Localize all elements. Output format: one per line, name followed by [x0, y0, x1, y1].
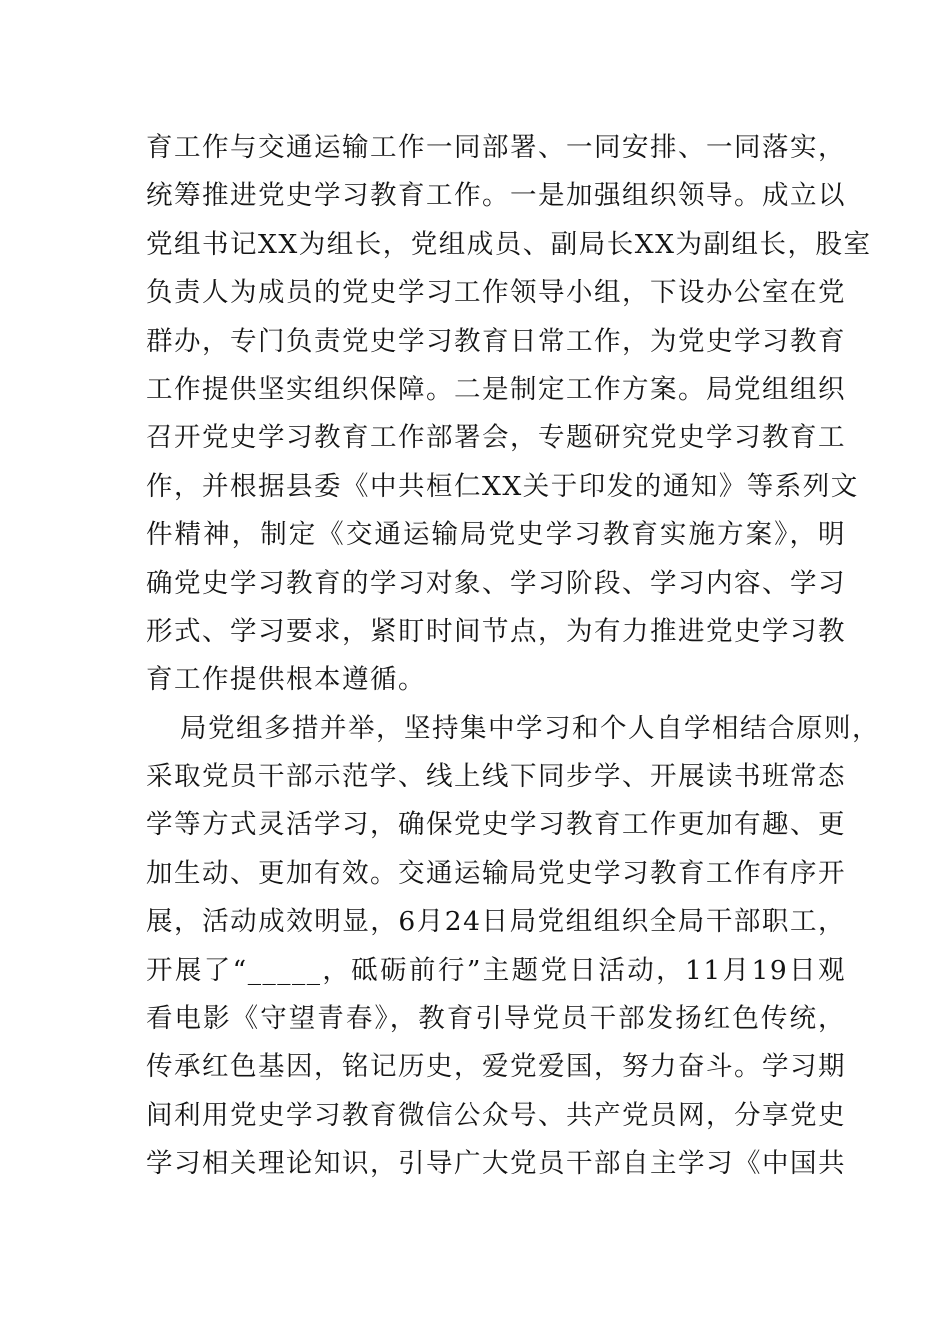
text-line: 开展了“_____，砥砺前行”主题党日活动，11月19日观 — [146, 954, 846, 986]
text-line: 群办，专门负责党史学习教育日常工作，为党史学习教育 — [146, 325, 846, 357]
text-line: 看电影《守望青春》，教育引导党员干部发扬红色传统， — [146, 1003, 846, 1035]
text-line: 件精神，制定《交通运输局党史学习教育实施方案》，明 — [146, 519, 846, 551]
text-line: 加生动、更加有效。交通运输局党史学习教育工作有序开 — [146, 857, 846, 889]
text-line: 形式、学习要求，紧盯时间节点，为有力推进党史学习教 — [146, 615, 846, 647]
paragraph-first-line: 局党组多措并举，坚持集中学习和个人自学相结合原则， — [180, 712, 880, 744]
text-line: 间利用党史学习教育微信公众号、共产党员网，分享党史 — [146, 1099, 846, 1131]
text-line: 统筹推进党史学习教育工作。一是加强组织领导。成立以 — [146, 180, 846, 212]
text-line: 展，活动成效明显，6月24日局党组组织全局干部职工， — [146, 906, 846, 938]
text-line: 学习相关理论知识，引导广大党员干部自主学习《中国共 — [146, 1148, 846, 1180]
text-line: 召开党史学习教育工作部署会，专题研究党史学习教育工 — [146, 422, 846, 454]
text-line: 采取党员干部示范学、线上线下同步学、开展读书班常态 — [146, 761, 846, 793]
text-line: 育工作与交通运输工作一同部署、一同安排、一同落实， — [146, 132, 846, 163]
text-line: 负责人为成员的党史学习工作领导小组，下设办公室在党 — [146, 277, 846, 309]
text-line: 传承红色基因，铭记历史，爱党爱国，努力奋斗。学习期 — [146, 1051, 846, 1083]
text-line: 确党史学习教育的学习对象、学习阶段、学习内容、学习 — [146, 567, 846, 599]
text-line: 作，并根据县委《中共桓仁XX关于印发的通知》等系列文 — [146, 470, 859, 502]
text-line: 党组书记XX为组长，党组成员、副局长XX为副组长，股室 — [146, 228, 872, 260]
text-line: 学等方式灵活学习，确保党史学习教育工作更加有趣、更 — [146, 809, 846, 841]
text-line: 工作提供坚实组织保障。二是制定工作方案。局党组组织 — [146, 373, 846, 405]
body-text — [146, 124, 880, 1189]
paragraph-end-line: 育工作提供根本遵循。 — [146, 664, 426, 696]
